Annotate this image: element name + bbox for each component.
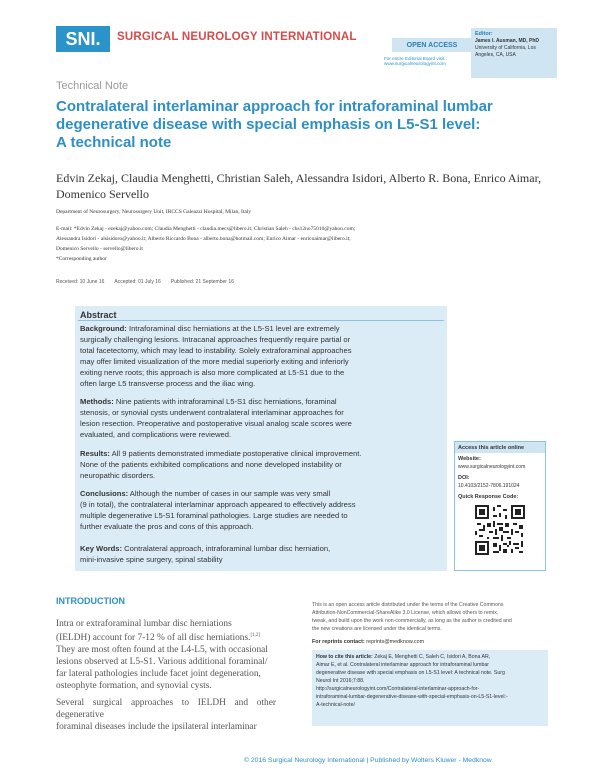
author-list [56,170,556,202]
abstract-line: Although the number of cases in our sample was very small [128,489,331,498]
open-access-badge: OPEN ACCESS [392,38,472,52]
cite-line: Zekaj E, Menghetti C, Saleh C, Isidori A, Bona AR, [372,654,491,660]
abstract-line: Contralateral approach, intraforaminal lumbar disc herniation, [122,544,331,553]
abstract-conclusions [80,488,440,532]
qr-label: Quick Response Code: [458,494,519,500]
cite-label: How to cite this article: [316,654,373,660]
cite-url[interactable]: http://surgicalneurologyint.com/Contralateral-interlaminar-approach-for- [316,686,480,692]
abstract-line: evaluated, and complications were reviewed. [80,430,232,439]
accepted-date: Accepted: 01 July 16 [114,279,161,285]
abstract-line: surgically challenging lesions. Intracanal approaches frequently require partial or [80,335,351,344]
authors-line: Domenico Servello [56,187,149,201]
intro-line: foraminal diseases include the ipsilateral interlaminar [56,722,257,732]
abstract-line: All 9 patients demonstrated immediate postoperative clinical improvement. [109,449,362,458]
intro-line: (IELDH) account for 7-12 % of all disc herniations.[1,2] [56,633,261,644]
intro-line: Intra or extraforaminal lumbar disc herniations [56,619,232,629]
email-line: Domenico Servello - servello@libero.it [56,246,143,252]
abstract-line: mini-invasive spine surgery, spinal stability [80,555,223,564]
citation-panel [312,650,548,726]
email-line: Alessandra Isidori - alsisidoro@yahoo.it; Alberto Riccardo Bona - alberto.bona@hotmail.com; Enrico Aimar - enricoaimar@libero.it; [56,236,351,242]
website-link[interactable]: www.surgicalneurologyint.com [458,464,526,470]
conclusions-label: Conclusions: [80,489,129,498]
citation-ref[interactable]: [1,2] [250,633,261,638]
license-text [312,601,548,633]
abstract-methods [80,396,440,440]
document-type: Technical Note [56,80,129,92]
authors-line: Edvin Zekaj, Claudia Menghetti, Christian Saleh, Alessandra Isidori, Alberto R. Bona, Enrico Aimar, [56,171,542,185]
published-date: Published: 21 September 16 [170,279,234,285]
editor-affiliation: Angeles, CA, USA [475,52,516,58]
abstract-line: Nine patients with intraforaminal L5-S1 disc herniations, foraminal [113,397,337,406]
footer-copyright: © 2016 Surgical Neurology International | Published by Wolters Kluwer - Medknow [244,757,492,764]
received-date: Received: 10 June 16 [56,279,105,285]
intro-line: osteophyte formation, and synovial cysts. [56,681,212,692]
article-dates [56,279,234,285]
abstract-line: often large L5 transverse process and the iliac wing. [80,379,256,388]
abstract-line: stenosis, or synovial cysts underwent contralateral interlaminar approaches for [80,408,344,417]
intro-paragraph-2 [56,697,276,733]
qr-code-image[interactable] [475,505,525,555]
intro-line: far lateral pathologies include facet joint degeneration, [56,669,261,680]
intro-paragraph-1 [56,618,276,692]
introduction-heading: INTRODUCTION [56,596,125,606]
license-line: Attribution-NonCommercial-ShareAlike 3.0 License, which allows others to remix, [312,610,499,616]
abstract-line: neuropathic disorders. [80,471,156,480]
methods-label: Methods: [80,397,114,406]
editorial-board-link[interactable]: For entire Editorial Board visit : www.surgicalneurologyint.com [384,56,447,66]
abstract-line: (9 in total), the contralateral interlaminar approach appeared to effectively address [80,500,356,509]
cite-line: Neurol Int 2016;7:88. [316,678,365,684]
doi-link[interactable]: 10.4103/2152-7806.191024 [458,483,520,489]
corresponding-note: *Corresponding author [56,256,107,262]
editor-name: James I. Ausman, MD, PhD [475,38,539,44]
keywords-label: Key Words: [80,544,123,553]
abstract-line: exiting nerve roots; this approach is also more complicated at L5-S1 due to the [80,368,345,377]
reprints-label: For reprints contact: [312,639,365,645]
access-online-heading: Access this article online [455,442,545,453]
journal-name: SURGICAL NEUROLOGY INTERNATIONAL [117,31,357,43]
license-line: tweak, and build upon the work non-commercially, as long as the author is credited and [312,618,512,624]
abstract-line: lesion resection. Preoperative and postoperative visual analog scale scores were [80,419,352,428]
reprints-email[interactable]: reprints@medknow.com [364,639,425,645]
abstract-line: None of the patients exhibited complications and none developed instability or [80,460,342,469]
background-label: Background: [80,324,127,333]
journal-logo: SNI. [56,26,110,52]
results-label: Results: [80,449,110,458]
editor-affiliation: University of California, Los [475,45,536,51]
doi-label: DOI: [458,475,470,481]
email-line: E-mail: *Edvin Zekaj - ezekaj@yahoo.com; Claudia Menghetti - claudia.mecs@libero.it; Christian Saleh - chs12no75010@yahoo.com; [56,226,356,232]
license-line: This is an open access article distributed under the terms of the Creative Commons [312,602,504,608]
reprints-contact [312,639,424,645]
title-line: Contralateral interlaminar approach for intraforaminal lumbar [56,98,493,115]
abstract-line: further evaluate the pros and cons of this approach. [80,522,254,531]
article-title [56,98,526,152]
abstract-line: total facetectomy, which may lead to instability. Solely extraforaminal approaches [80,346,352,355]
title-line: degenerative disease with special emphasis on L5-S1 level: [56,116,481,133]
abstract-results [80,448,440,481]
intro-line: lesions observed at L5-S1. Various additional foraminal/ [56,657,268,668]
cite-line: degenerative disease with special emphasis on L5-S1 level: A technical note. Surg [316,670,505,676]
abstract-divider [78,320,444,321]
title-line: A technical note [56,134,172,151]
editor-label: Editor: [475,31,493,37]
abstract-line: Intraforaminal disc herniations at the L5-S1 level are extremely [126,324,340,333]
abstract-line: multiple degenerative L5-S1 foraminal pathologies. Large studies are needed to [80,511,348,520]
abstract-keywords [80,543,440,565]
abstract-heading: Abstract [80,310,117,320]
abstract-background [80,323,440,389]
abstract-line: may offer limited visualization of the more medial superiorly exiting and inferiorly [80,357,349,366]
website-label: Website: [458,456,481,462]
author-emails [56,224,536,264]
affiliation: Department of Neurosurgery, Neurosurgery Unit, IRCCS Galeazzi Hospital, Milan, Italy [56,209,252,215]
cite-line: Aimar E, et al. Contralateral interlaminar approach for intraforaminal lumbar [316,662,489,668]
intro-line: Several surgical approaches to IELDH and other degenerative [56,698,276,720]
intro-line: They are most often found at the L4-L5, with occasional [56,645,268,656]
editor-box [471,28,557,78]
license-line: the new creations are licensed under the identical terms. [312,626,442,632]
cite-url[interactable]: A-technical-note/ [316,702,355,708]
cite-url[interactable]: intraforaminal-lumbar-degenerative-disease-with-special-emphasis-on-L5-S1-level:- [316,694,508,700]
